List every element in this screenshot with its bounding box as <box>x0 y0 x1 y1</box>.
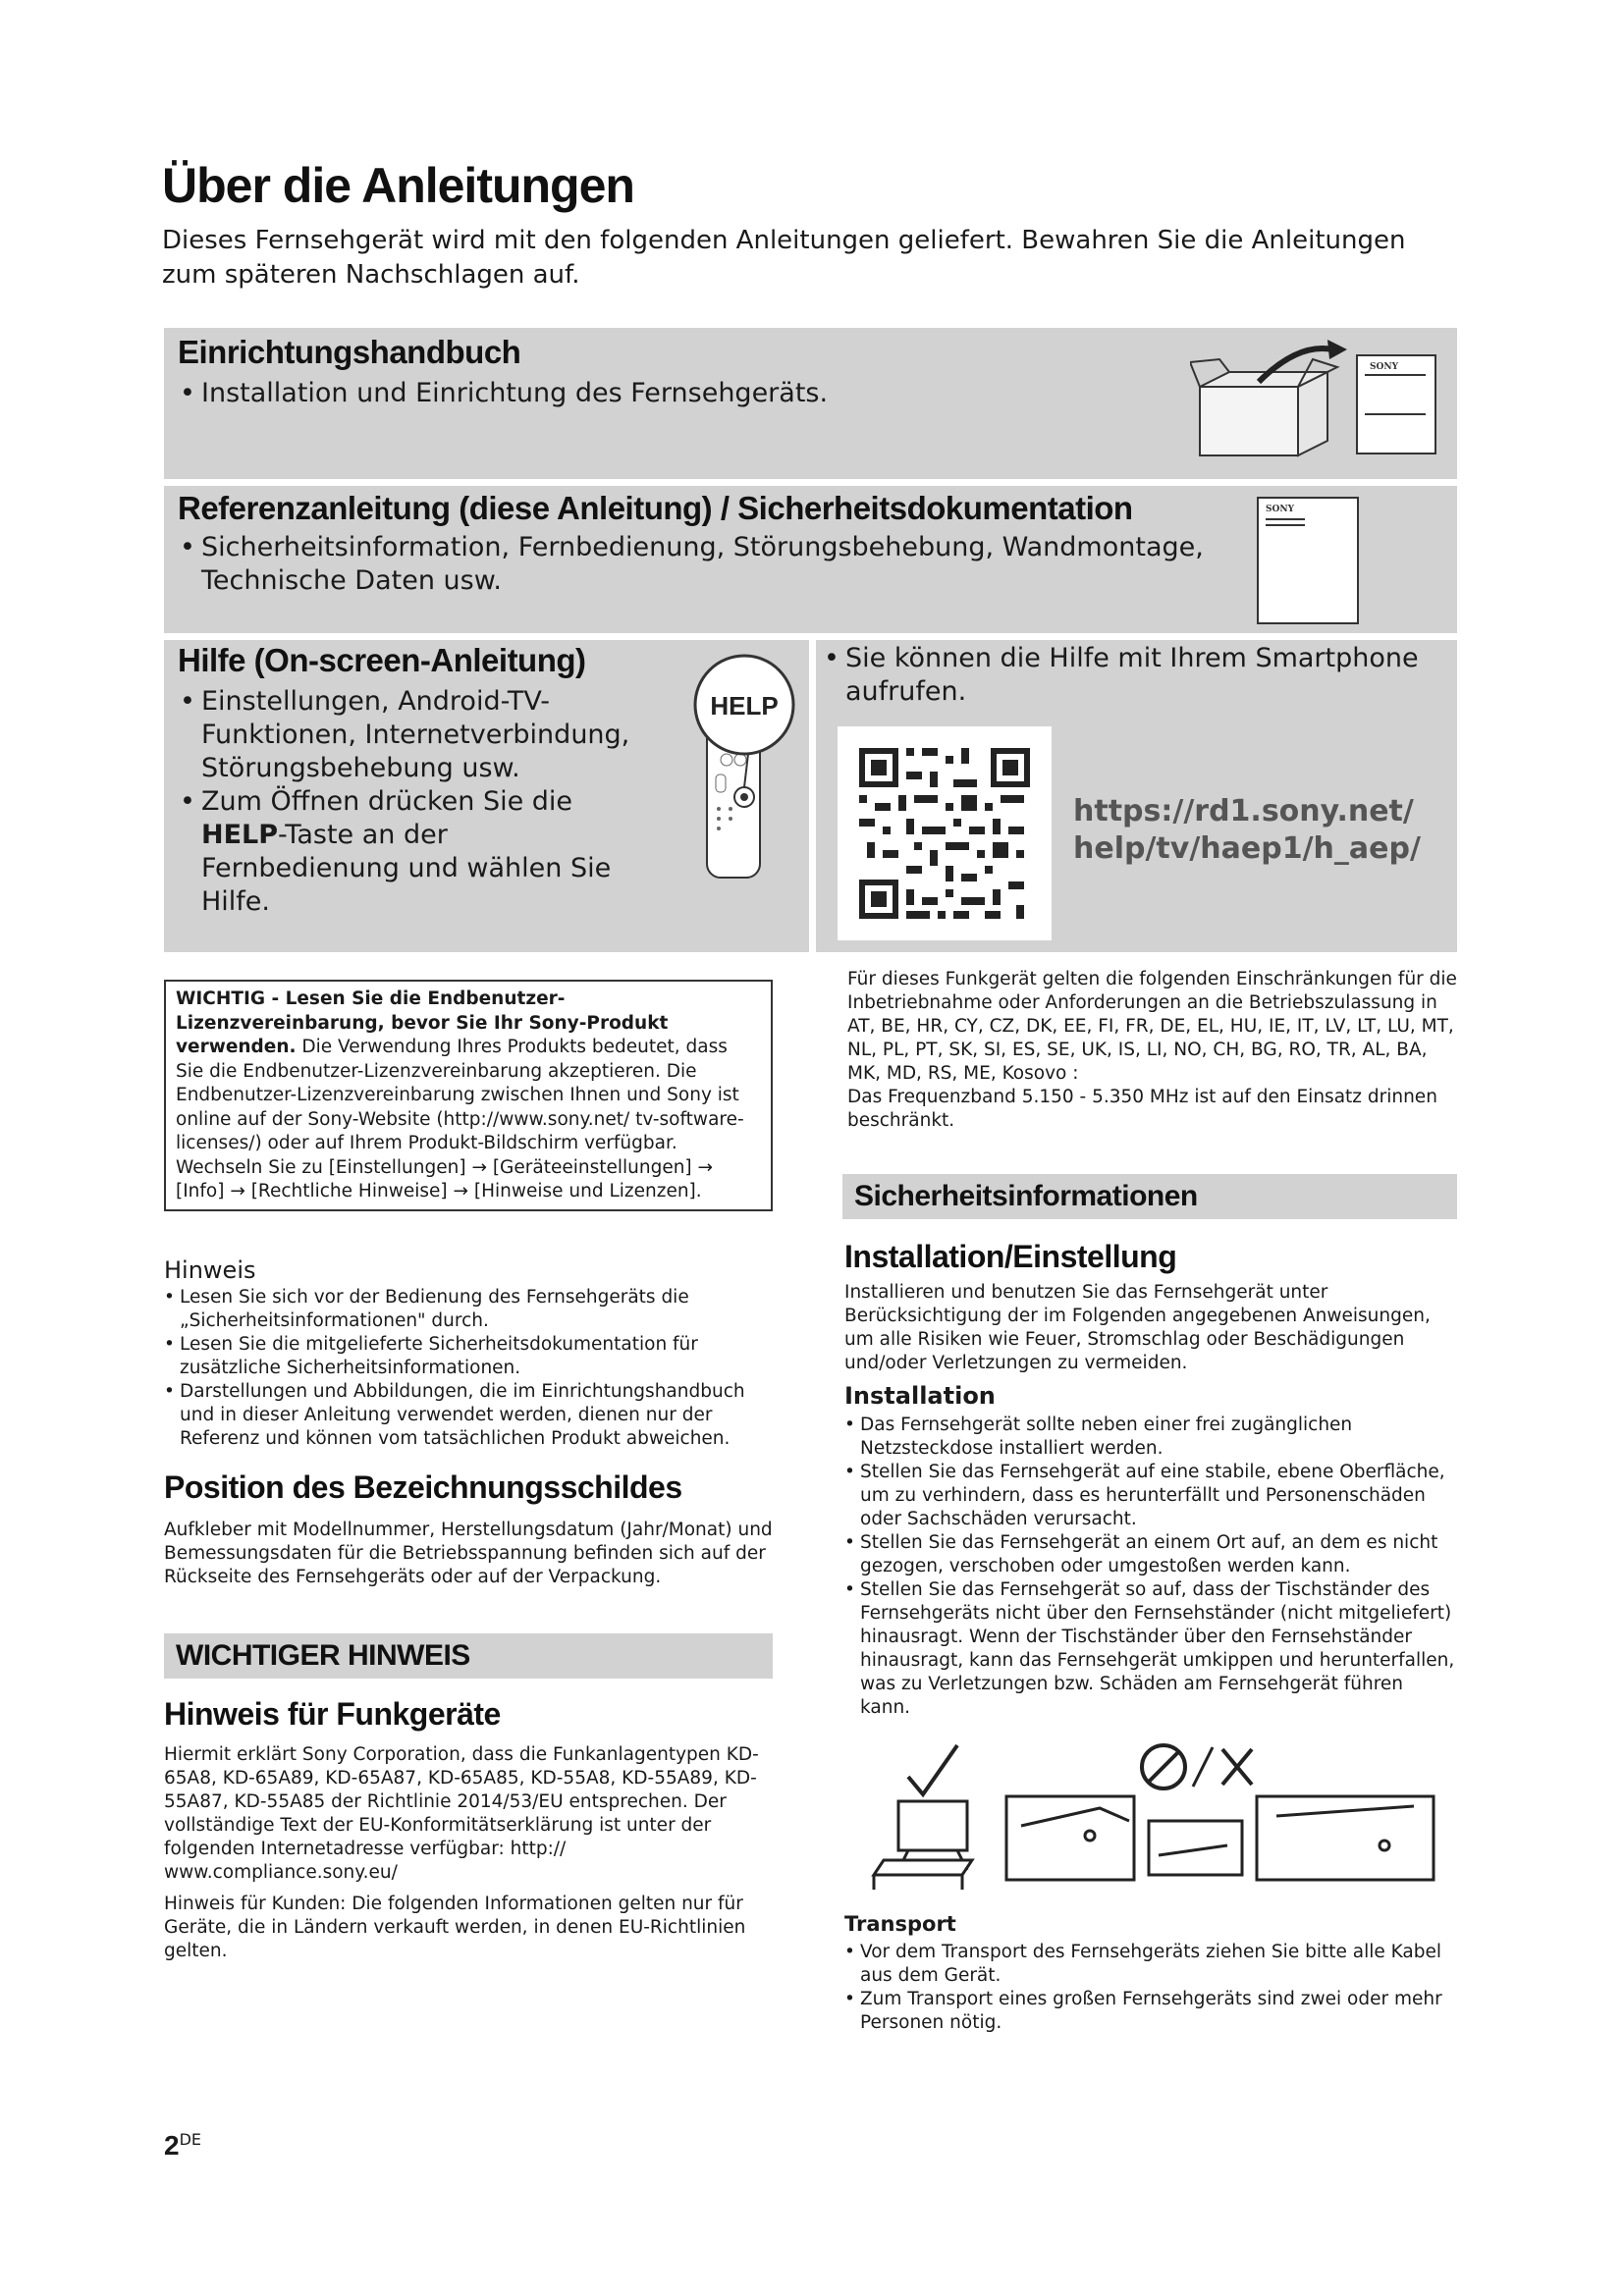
reference-guide-box <box>164 486 1457 633</box>
setup-manual-brand: SONY <box>1370 362 1398 372</box>
help-bullet-functions <box>178 685 649 785</box>
safety-heading: Sicherheitsinformationen <box>854 1180 1198 1212</box>
help-url-line1[interactable]: https://rd1.sony.net/ <box>1073 794 1414 828</box>
wichtiger-hinweis-heading: WICHTIGER HINWEIS <box>176 1639 470 1672</box>
reference-manual-brand: SONY <box>1266 505 1294 514</box>
qr-code[interactable] <box>838 726 1052 940</box>
restrictions-block <box>847 968 1461 1133</box>
installation-list <box>844 1414 1458 1720</box>
hinweis-list <box>164 1286 773 1451</box>
hinweis-item: • Darstellungen und Abbildungen, die im Einrichtungshandbuch und in dieser Anleitung verwendet werden, dienen nur der Referenz und können vom tatsächlichen Produkt abweichen. <box>164 1380 773 1451</box>
restrictions-text-1: Für dieses Funkgerät gelten die folgenden Einschränkungen für die Inbetriebnahme oder Anforderungen an die Betriebszulassung in AT, BE, HR, CY, CZ, DK, EE, FI, FR, DE, EL, HU, IE, IT, LV, LT, LU, MT, NL, PL, PT, SK, SI, ES, SE, UK, IS, LI, NO, CH, BG, RO, TR, AL, BA, MK, MD, RS, ME, Kosovo : <box>847 969 1457 1084</box>
safety-bar <box>842 1174 1457 1219</box>
installation-subheading: Installation <box>844 1382 996 1410</box>
restrictions-text-2: Das Frequenzband 5.150 - 5.350 MHz ist auf den Einsatz drinnen beschränkt. <box>847 1087 1437 1131</box>
help-guide-box <box>164 640 809 952</box>
page-title: Über die Anleitungen <box>162 158 634 213</box>
important-eula-box <box>164 980 773 1211</box>
important-eula-bold: WICHTIG - Lesen Sie die Endbenutzer-Lizenzvereinbarung, bevor Sie Ihr Sony-Produkt verwenden. <box>176 988 669 1057</box>
installation-item: • Stellen Sie das Fernsehgerät an einem Ort auf, an dem es nicht gezogen, verschoben oder umgestoßen werden kann. <box>844 1531 1458 1578</box>
correct-check-icon <box>908 1745 957 1794</box>
tv-stand-illustration <box>864 1737 1453 1899</box>
help-bullet-open-pre: Zum Öffnen drücken Sie die <box>201 786 573 817</box>
funk-heading: Hinweis für Funkgeräte <box>164 1696 501 1732</box>
qr-code-panel[interactable] <box>838 726 1052 940</box>
help-guide-list <box>178 685 649 919</box>
help-smartphone-box <box>816 640 1457 952</box>
page-number <box>164 2130 201 2162</box>
transport-item: • Zum Transport eines großen Fernsehgeräts sind zwei oder mehr Personen nötig. <box>844 1988 1458 2035</box>
install-setup-heading: Installation/Einstellung <box>844 1239 1177 1274</box>
help-url[interactable] <box>1073 793 1421 868</box>
funk-text-1: Hiermit erklärt Sony Corporation, dass die Funkanlagentypen KD-65A8, KD-65A89, KD-65A87, KD-65A85, KD-55A8, KD-55A89, KD-55A87, KD-55A85 der Richtlinie 2014/53/EU entsprechen. Der vollständige Text der EU-Konformitätserklärung ist unter der folgenden Internetadresse verfügbar: http:// www.compliance.sony.eu/ <box>164 1744 759 1883</box>
page-number-digit: 2 <box>164 2130 180 2161</box>
setup-guide-bullet: • Installation und Einrichtung des Fernsehgeräts. <box>178 377 828 410</box>
help-smartphone-bullet: • Sie können die Hilfe mit Ihrem Smartphone aufrufen. <box>822 642 1431 709</box>
hinweis-item: • Lesen Sie sich vor der Bedienung des Fernsehgeräts die „Sicherheitsinformationen" durch. <box>164 1286 773 1333</box>
installation-item: • Stellen Sie das Fernsehgerät auf eine stabile, ebene Oberfläche, um zu verhindern, dass es herunterfällt und Personenschäden oder Sachschäden verursacht. <box>844 1461 1458 1531</box>
box-and-manual-illustration <box>1190 338 1445 465</box>
transport-list <box>844 1941 1458 2035</box>
help-url-line2[interactable]: help/tv/haep1/h_aep/ <box>1073 831 1421 866</box>
help-key-label: HELP <box>201 820 279 850</box>
important-eula-text: Die Verwendung Ihres Produkts bedeutet, dass Sie die Endbenutzer-Lizenzvereinbarung akzeptieren. Die Endbenutzer-Lizenzvereinbarung zwischen Ihnen und Sony ist online auf der Sony-Website (http://www.sony.net/ tv-software-licenses/) oder auf Ihrem Produkt-Bildschirm verfügbar. Wechseln Sie zu [Einstellungen] → [Geräteeinstellungen] → [Info] → [Rechtliche Hinweise] → [Hinweise und Lizenzen]. <box>176 1037 744 1201</box>
reference-guide-list <box>178 531 1228 598</box>
transport-subheading: Transport <box>844 1912 956 1936</box>
help-button-label: HELP <box>710 691 779 721</box>
intro-text: Dieses Fernsehgerät wird mit den folgenden Anleitungen geliefert. Bewahren Sie die Anleitungen zum späteren Nachschlagen auf. <box>162 226 1406 290</box>
installation-item: • Stellen Sie das Fernsehgerät so auf, dass der Tischständer des Fernsehgeräts nicht über den Fernsehständer (nicht mitgeliefert) hinausragt. Wenn der Tischständer über den Fernsehständer hinausragt, kann das Fernsehgerät umkippen und herunterfallen, was zu Verletzungen bzw. Schäden am Fernsehgerät führen kann. <box>844 1578 1458 1720</box>
reference-guide-heading: Referenzanleitung (diese Anleitung) / Sicherheitsdokumentation <box>178 490 1133 526</box>
setup-guide-list <box>178 377 828 410</box>
funk-text-2: Hinweis für Kunden: Die folgenden Informationen gelten nur für Geräte, die in Ländern verkauft werden, in denen EU-Richtlinien gelten. <box>164 1894 746 1961</box>
setup-guide-box <box>164 328 1457 479</box>
setup-guide-heading: Einrichtungshandbuch <box>178 334 521 370</box>
manual-illustration <box>1254 496 1362 628</box>
help-bullet-open <box>178 785 649 919</box>
transport-item: • Vor dem Transport des Fernsehgeräts ziehen Sie bitte alle Kabel aus dem Gerät. <box>844 1941 1458 1988</box>
position-text: Aufkleber mit Modellnummer, Herstellungsdatum (Jahr/Monat) und Bemessungsdaten für die Betriebsspannung befinden sich auf der Rückseite des Fernsehgeräts oder auf der Verpackung. <box>164 1520 773 1587</box>
hinweis-heading: Hinweis <box>164 1256 256 1284</box>
page-language: DE <box>179 2130 202 2149</box>
wichtiger-hinweis-bar <box>164 1633 773 1679</box>
hinweis-item: • Lesen Sie die mitgelieferte Sicherheitsdokumentation für zusätzliche Sicherheitsinformationen. <box>164 1333 773 1380</box>
position-heading: Position des Bezeichnungsschildes <box>164 1469 682 1505</box>
funk-block <box>164 1743 773 1963</box>
remote-help-illustration <box>689 652 797 887</box>
install-setup-text: Installieren und benutzen Sie das Fernsehgerät unter Berücksichtigung der im Folgenden angegebenen Anweisungen, um alle Risiken wie Feuer, Stromschlag oder Beschädigungen und/oder Verletzungen zu vermeiden. <box>844 1282 1431 1373</box>
help-bullet-open-post: -Taste an der Fernbedienung und wählen Sie Hilfe. <box>201 820 612 917</box>
help-guide-heading: Hilfe (On-screen-Anleitung) <box>178 642 586 678</box>
help-smartphone-list <box>822 642 1431 709</box>
help-bullet-functions-text: Einstellungen, Android-TV-Funktionen, Internetverbindung, Störungsbehebung usw. <box>201 686 630 783</box>
reference-guide-bullet: • Sicherheitsinformation, Fernbedienung, Störungsbehebung, Wandmontage, Technische Daten usw. <box>178 531 1228 598</box>
installation-item: • Das Fernsehgerät sollte neben einer frei zugänglichen Netzsteckdose installiert werden. <box>844 1414 1458 1461</box>
